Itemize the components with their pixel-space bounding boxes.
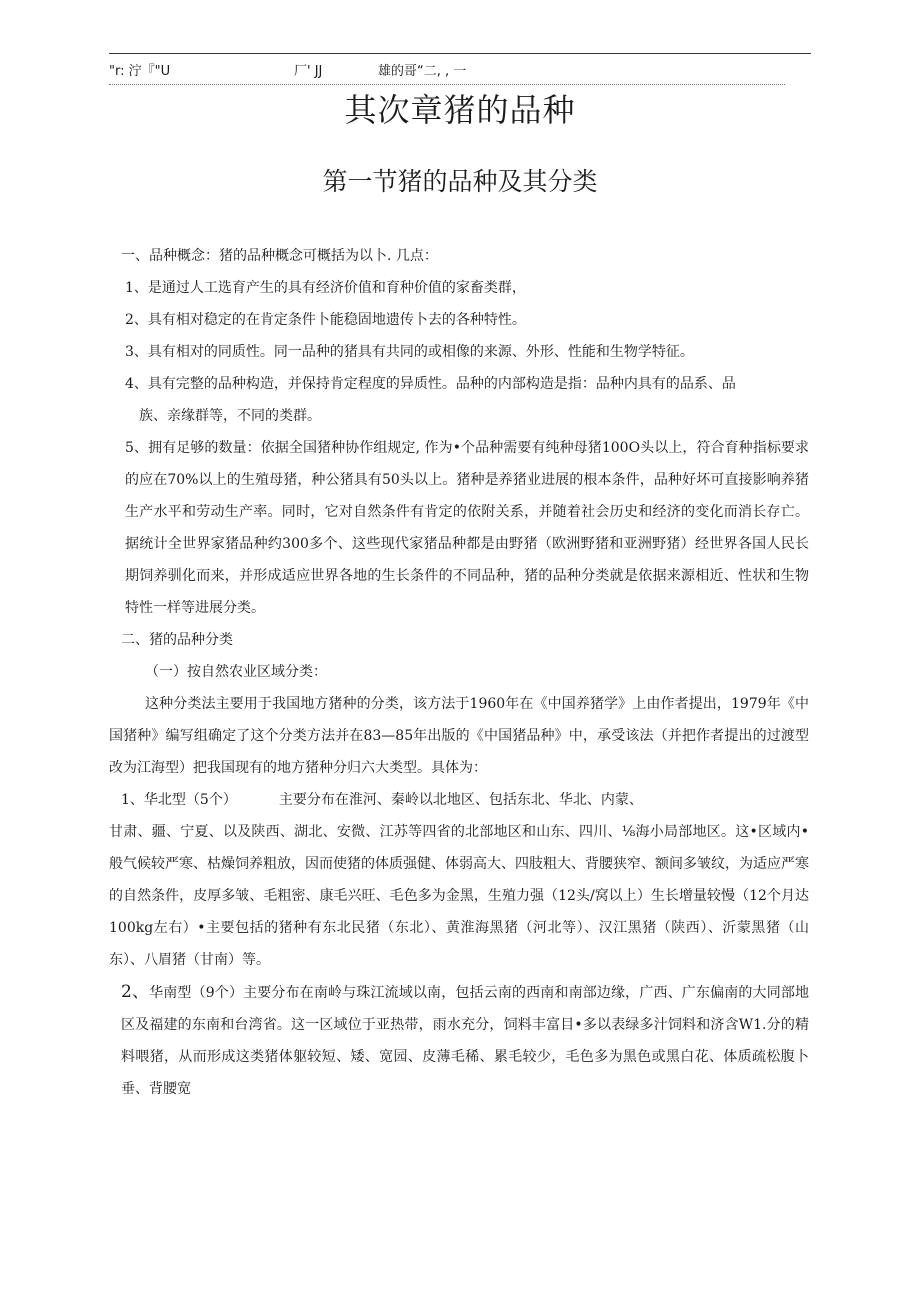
- north-china-type-distribution: 主要分布在淮河、秦岭以北地区、包括东北、华北、内蒙、: [278, 792, 643, 808]
- south-china-type-number: 2、: [121, 982, 150, 1002]
- header-segment-1: "r: 泞『"U: [109, 64, 171, 79]
- paragraph-point-5: 5、拥有足够的数量：依据全国猪种协作组规定, 作为•个品种需要有纯种母猪100O头以上，符合育种指标要求的应在70%以上的生殖母猪，种公猪具有50头以上。猪种是养猪业进展的根本条件，品种好坏可直接影响养猪生产水平和劳动生产率。同时，它对自然条件有肯定的依附关系，并随着社会历史和经济的变化而消长存亡。据统计全世界家猪品种约300多个、这些现代家猪品种都是由野猪（欧洲野猪和亚洲野猪）经世界各国人民长期饲养驯化而来，并形成适应世界各地的生长条件的不同品种，猪的品种分类就是依据来源相近、性状和生物特性一样等进展分类。: [125, 440, 809, 616]
- header-top-rule: [109, 53, 811, 54]
- running-header: [109, 62, 785, 85]
- paragraph-south-china-type: [109, 976, 809, 1105]
- paragraph-point-3: 3、具有相对的同质性。同一品种的猪具有共同的或相像的来源、外形、性能和生物学特征。: [125, 344, 694, 360]
- header-segment-3: 雄的哥“二, , 一: [378, 64, 467, 79]
- section-title: 第一节猪的品种及其分类: [322, 167, 598, 196]
- paragraph-classification-method: 这种分类法主要用于我国地方猪种的分类，该方法于1960年在《中国养猪学》上由作者提出，1979年《中国猪种》编写组确定了这个分类方法并在83—85年出版的《中国猪品种》中，承受该法（并把作者提出的过渡型改为江海型）把我国现有的地方猪种分归六大类型。具体为：: [109, 696, 809, 776]
- paragraph-north-china-type-line: [109, 784, 809, 816]
- paragraph-north-china-type-body: 甘肃、疆、宁夏、以及陕西、湖北、安微、江苏等四省的北部地区和山东、四川、⅛海小局部地区。这•区域内•般气候较严寒、枯燥饲养粗放，因而使猪的体质强健、体弱高大、四肢粗大、背腰狭窄、额间多皱纹，为适应严寒的自然条件，皮厚多皱、毛粗密、康毛兴旺、毛色多为金黑，生殖力强（12头/窝以上）生长增量较慢（12个月达100kg左右）•主要包括的猪种有东北民猪（东北）、黄淮海黑猪（河北等）、汉江黑猪（陕西）、沂蒙黑猪（山东）、八眉猪（甘南）等。: [109, 824, 809, 968]
- paragraph-classification-heading: 二、猪的品种分类: [121, 632, 233, 648]
- document-body: [109, 240, 809, 1105]
- paragraph-breed-concept: 一、品种概念：猪的品种概念可概括为以卜. 几点：: [121, 248, 438, 264]
- paragraph-point-1: 1、是通过人工选育产生的具有经济价值和育种价值的家畜类群，: [125, 280, 526, 296]
- header-segment-2: 厂' JJ: [294, 64, 323, 79]
- paragraph-point-2: 2、具有相对稳定的在肯定条件卜能稳固地遗传卜去的各种特性。: [125, 312, 526, 328]
- south-china-type-body: 华南型（9个）主要分布在南岭与珠江流域以南，包括云南的西南和南部边缘，广西、广东偏南的大同部地区及福建的东南和台湾省。这一区域位于亚热带，雨水充分，饲料丰富目•多以表绿多汁饲料和济含W1.分的精料喂猪，从而形成这类猪体躯较短、矮、宽园、皮薄毛稀、累毛较少，毛色多为黑色或黑白花、体质疏松腹卜垂、背腰宽: [121, 985, 809, 1097]
- chapter-title: 其次章猪的品种: [344, 91, 576, 129]
- paragraph-point-4-continued: 族、亲缘群等，不同的类群。: [139, 408, 321, 424]
- north-china-type-label: 1、华北型（5个）: [121, 792, 237, 808]
- paragraph-point-4: 4、具有完整的品种构造，并保持肯定程度的异质性。品种的内部构造是指：品种内具有的品系、品: [125, 376, 736, 392]
- paragraph-subheading-region: （一）按自然农业区域分类：: [145, 664, 327, 680]
